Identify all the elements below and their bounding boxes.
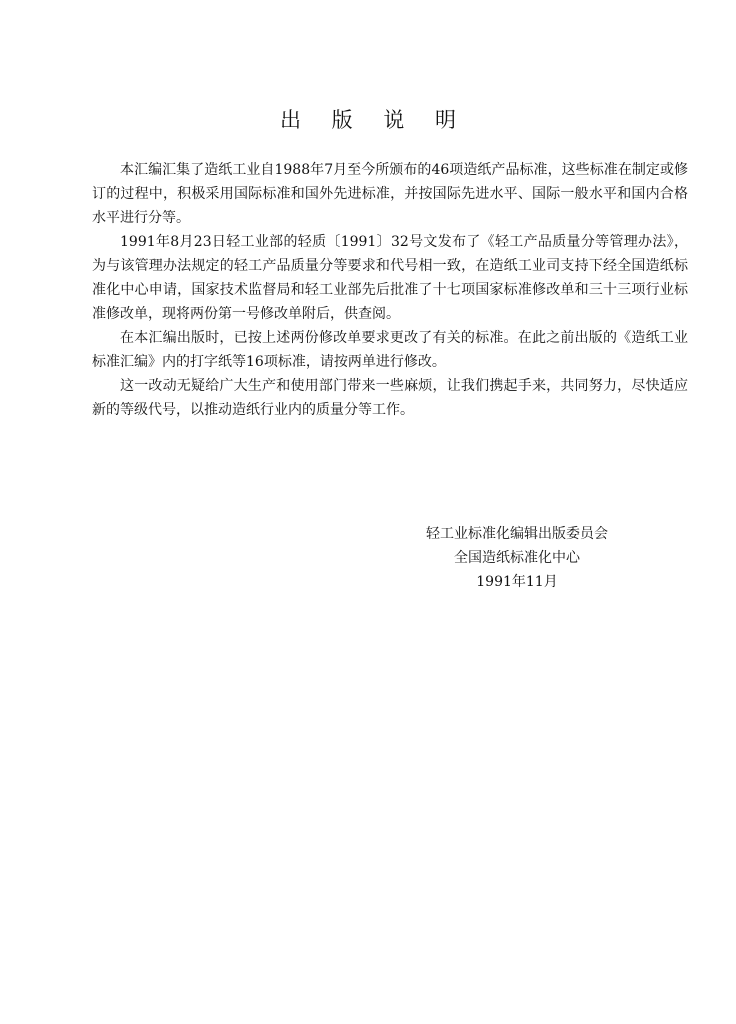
page-title: 出 版 说 明: [279, 108, 469, 133]
issuing-organization-1: 轻工业标准化编辑出版委员会: [426, 526, 608, 542]
signature-block: [400, 522, 634, 594]
issuing-organization-2: 全国造纸标准化中心: [454, 550, 580, 566]
body-text: [92, 158, 688, 422]
paragraph-4: 这一改动无疑给广大生产和使用部门带来一些麻烦，让我们携起手来，共同努力，尽快适应新的等级代号，以推动造纸行业内的质量分等工作。: [92, 378, 688, 418]
paragraph-1: 本汇编汇集了造纸工业自1988年7月至今所颁布的46项造纸产品标准，这些标准在制定或修订的过程中，积极采用国际标准和国外先进标准，并按国际先进水平、国际一般水平和国内合格水平进行分等。: [92, 162, 688, 226]
paragraph-3: 在本汇编出版时，已按上述两份修改单要求更改了有关的标准。在此之前出版的《造纸工业标准汇编》内的打字纸等16项标准，请按两单进行修改。: [92, 330, 688, 370]
paragraph-2: 1991年8月23日轻工业部的轻质〔1991〕32号文发布了《轻工产品质量分等管理办法》，为与该管理办法规定的轻工产品质量分等要求和代号相一致，在造纸工业司支持下经全国造纸标准化中心申请，国家技术监督局和轻工业部先后批准了十七项国家标准修改单和三十三项行业标准修改单，现将两份第一号修改单附后，供查阅。: [92, 234, 688, 322]
issue-date: 1991年11月: [476, 574, 558, 590]
